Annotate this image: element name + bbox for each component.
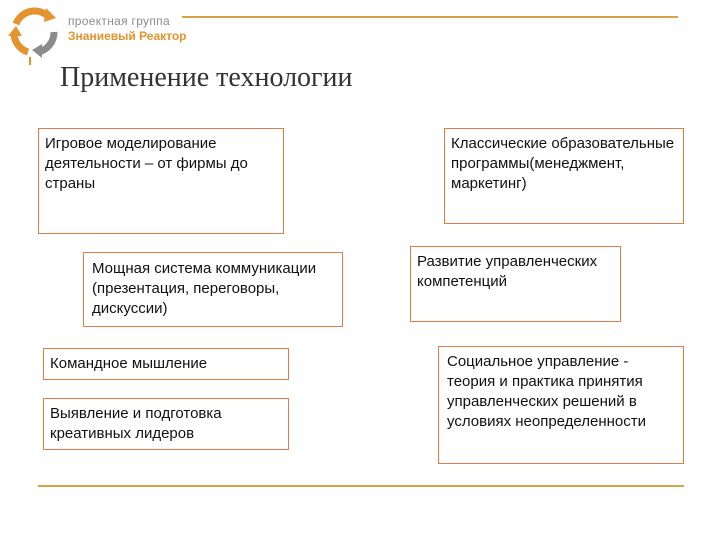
logo-line-2: Знаниевый Реактор	[68, 29, 187, 43]
side-tick	[29, 57, 31, 65]
recycle-logo-icon	[4, 2, 64, 62]
box-social-management: Социальное управление - теория и практика принятия управленческих решений в условиях неопределенности	[438, 346, 684, 464]
box-creative-leaders: Выявление и подготовка креативных лидеров	[43, 398, 289, 450]
box-game-modeling: Игровое моделирование деятельности – от фирмы до страны	[38, 128, 284, 234]
logo-text	[68, 14, 187, 44]
top-divider	[182, 16, 678, 18]
box-team-thinking: Командное мышление	[43, 348, 289, 380]
box-classic-programs: Классические образовательные программы(менеджмент, маркетинг)	[444, 128, 684, 224]
logo-line-1: проектная группа	[68, 14, 170, 28]
box-communication-system: Мощная система коммуникации (презентация, переговоры, дискуссии)	[83, 252, 343, 327]
box-managerial-competencies: Развитие управленческих компетенций	[410, 246, 621, 322]
bottom-divider	[38, 485, 684, 487]
page-title: Применение технологии	[60, 62, 353, 93]
